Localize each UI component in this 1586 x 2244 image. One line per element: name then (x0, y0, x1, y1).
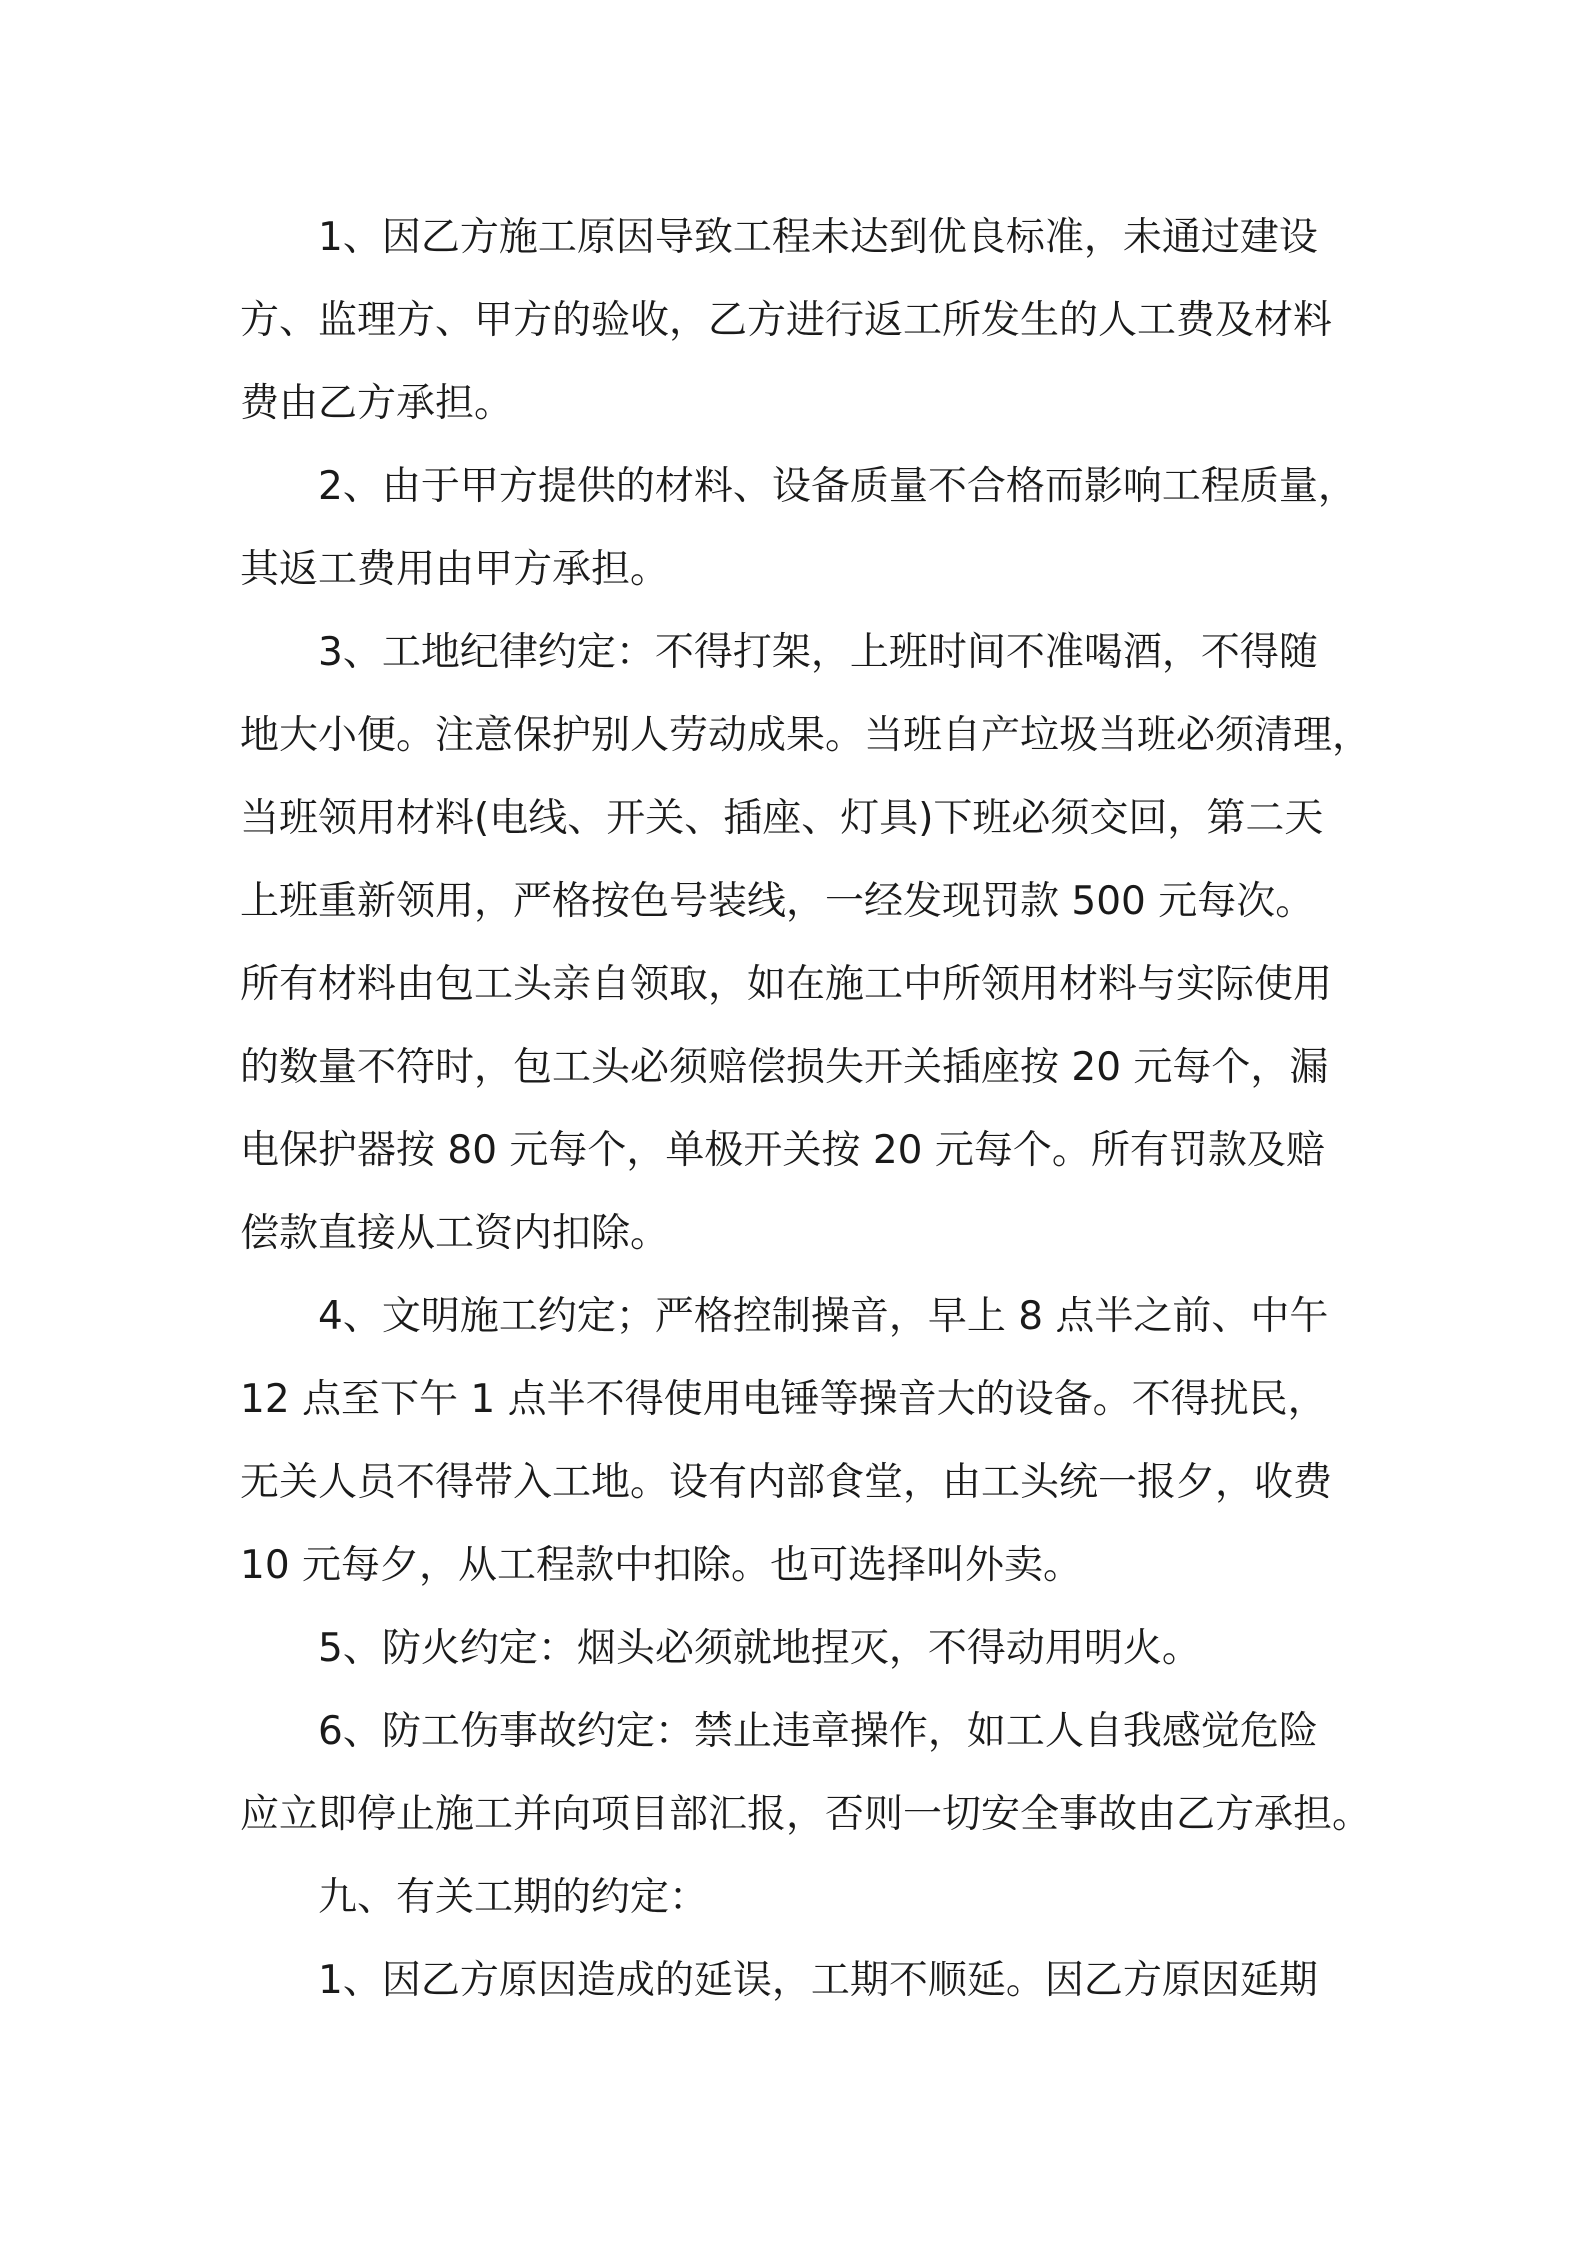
text-line: 1、因乙方施工原因导致工程未达到优良标准，未通过建设 (318, 215, 1318, 260)
text-line: 12 点至下午 1 点半不得使用电锤等操音大的设备。不得扰民， (240, 1377, 1327, 1422)
text-line: 其返工费用由甲方承担。 (240, 547, 670, 592)
text-line: 的数量不符时，包工头必须赔偿损失开关插座按 20 元每个，漏 (240, 1045, 1329, 1090)
text-line: 当班领用材料(电线、开关、插座、灯具)下班必须交回，第二天 (240, 796, 1324, 841)
text-line: 上班重新领用，严格按色号装线，一经发现罚款 500 元每次。 (240, 879, 1315, 924)
text-line: 所有材料由包工头亲自领取，如在施工中所领用材料与实际使用 (240, 962, 1333, 1007)
text-line: 3、工地纪律约定：不得打架，上班时间不准喝酒，不得随 (318, 630, 1318, 675)
text-line: 电保护器按 80 元每个，单极开关按 20 元每个。所有罚款及赔 (240, 1128, 1325, 1173)
text-line: 方、监理方、甲方的验收，乙方进行返工所发生的人工费及材料 (240, 298, 1333, 343)
text-line: 2、由于甲方提供的材料、设备质量不合格而影响工程质量， (318, 464, 1357, 509)
text-line: 10 元每夕，从工程款中扣除。也可选择叫外卖。 (240, 1543, 1083, 1588)
text-line: 6、防工伤事故约定：禁止违章操作，如工人自我感觉危险 (318, 1709, 1318, 1754)
text-line: 无关人员不得带入工地。设有内部食堂，由工头统一报夕，收费 (240, 1460, 1333, 1505)
text-line: 4、文明施工约定；严格控制操音，早上 8 点半之前、中午 (318, 1294, 1329, 1339)
text-line: 地大小便。注意保护别人劳动成果。当班自产垃圾当班必须清理， (240, 713, 1372, 758)
text-line: 九、有关工期的约定： (318, 1875, 709, 1920)
text-line: 偿款直接从工资内扣除。 (240, 1211, 670, 1256)
document-body (240, 196, 1372, 2022)
text-line: 5、防火约定：烟头必须就地捏灭，不得动用明火。 (318, 1626, 1201, 1671)
text-line: 应立即停止施工并向项目部汇报，否则一切安全事故由乙方承担。 (240, 1792, 1372, 1837)
text-line: 费由乙方承担。 (240, 381, 514, 426)
text-line: 1、因乙方原因造成的延误，工期不顺延。因乙方原因延期 (318, 1958, 1318, 2003)
